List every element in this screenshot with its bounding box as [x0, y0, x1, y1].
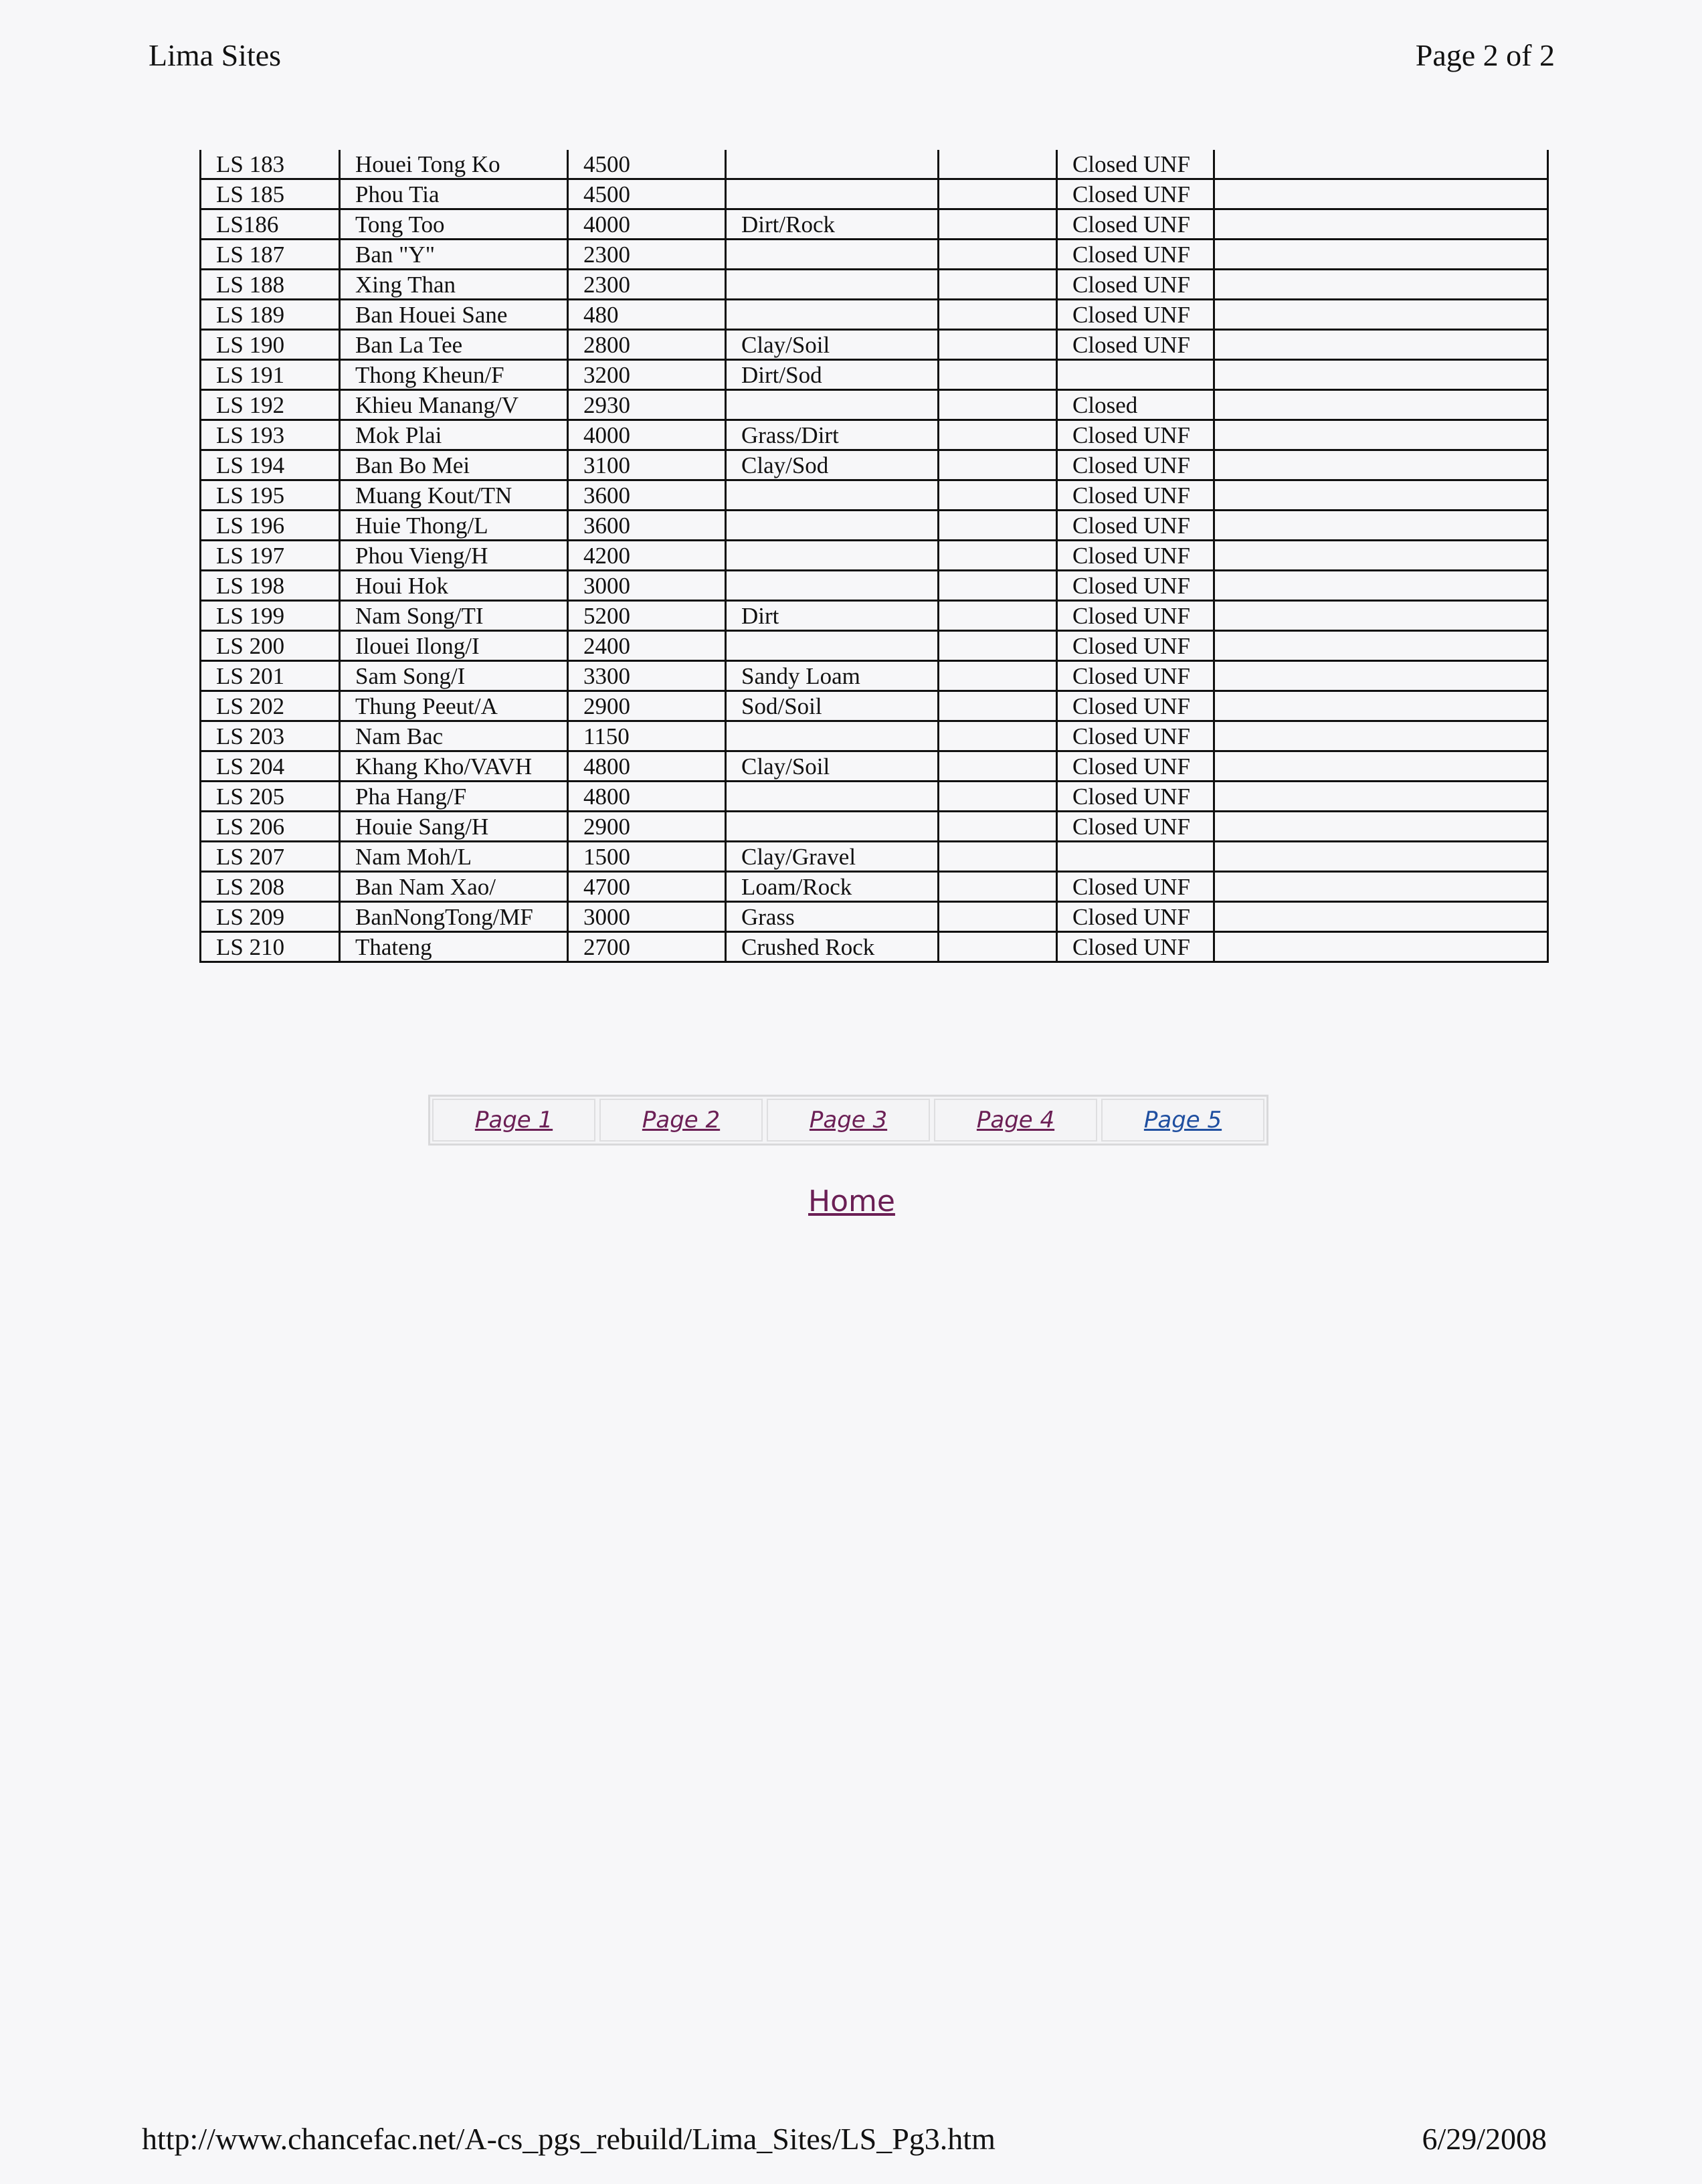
cell-surface	[726, 782, 939, 812]
cell-col5	[939, 390, 1057, 420]
cell-surface	[726, 812, 939, 842]
cell-surface: Clay/Soil	[726, 330, 939, 360]
cell-length: 5200	[568, 601, 726, 631]
cell-id: LS 196	[201, 511, 340, 541]
cell-col7	[1214, 571, 1548, 601]
table-row	[201, 842, 1548, 872]
cell-length: 2900	[568, 812, 726, 842]
cell-id: LS 201	[201, 661, 340, 691]
cell-col5	[939, 872, 1057, 902]
cell-id: LS 205	[201, 782, 340, 812]
cell-length: 2700	[568, 932, 726, 962]
cell-col5	[939, 209, 1057, 240]
lima-sites-table	[199, 150, 1549, 963]
cell-name: Muang Kout/TN	[340, 480, 568, 511]
cell-name: BanNongTong/MF	[340, 902, 568, 932]
cell-status: Closed UNF	[1057, 782, 1214, 812]
cell-col7	[1214, 209, 1548, 240]
cell-id: LS 200	[201, 631, 340, 661]
cell-id: LS 187	[201, 240, 340, 270]
cell-length: 4800	[568, 782, 726, 812]
cell-name: Pha Hang/F	[340, 782, 568, 812]
table-row	[201, 150, 1548, 179]
cell-id: LS 194	[201, 450, 340, 480]
cell-col7	[1214, 721, 1548, 751]
table-row	[201, 902, 1548, 932]
cell-length: 2930	[568, 390, 726, 420]
cell-status: Closed UNF	[1057, 270, 1214, 300]
cell-status: Closed UNF	[1057, 812, 1214, 842]
cell-surface: Sod/Soil	[726, 691, 939, 721]
cell-status: Closed UNF	[1057, 751, 1214, 782]
cell-status: Closed UNF	[1057, 601, 1214, 631]
cell-col5	[939, 902, 1057, 932]
cell-length: 3000	[568, 902, 726, 932]
cell-surface	[726, 300, 939, 330]
footer-date: 6/29/2008	[1422, 2122, 1547, 2156]
cell-surface	[726, 390, 939, 420]
cell-col5	[939, 842, 1057, 872]
cell-surface	[726, 511, 939, 541]
page-link-2[interactable]: Page 2	[599, 1099, 763, 1142]
page-number: Page 2 of 2	[1415, 38, 1555, 72]
cell-name: Mok Plai	[340, 420, 568, 450]
cell-surface	[726, 541, 939, 571]
table-row	[201, 601, 1548, 631]
cell-surface	[726, 571, 939, 601]
cell-status	[1057, 842, 1214, 872]
cell-col7	[1214, 872, 1548, 902]
cell-name: Nam Bac	[340, 721, 568, 751]
cell-id: LS 202	[201, 691, 340, 721]
cell-status: Closed UNF	[1057, 571, 1214, 601]
cell-length: 1150	[568, 721, 726, 751]
cell-length: 4200	[568, 541, 726, 571]
cell-status: Closed UNF	[1057, 631, 1214, 661]
cell-name: Houei Tong Ko	[340, 150, 568, 179]
cell-col7	[1214, 541, 1548, 571]
cell-col7	[1214, 360, 1548, 390]
cell-col7	[1214, 812, 1548, 842]
cell-col5	[939, 420, 1057, 450]
cell-status: Closed UNF	[1057, 661, 1214, 691]
cell-length: 3000	[568, 571, 726, 601]
cell-name: Thung Peeut/A	[340, 691, 568, 721]
cell-id: LS 204	[201, 751, 340, 782]
cell-col5	[939, 932, 1057, 962]
cell-col7	[1214, 300, 1548, 330]
cell-length: 4500	[568, 179, 726, 209]
table-row	[201, 511, 1548, 541]
table-row	[201, 631, 1548, 661]
cell-surface: Grass	[726, 902, 939, 932]
table-row	[201, 541, 1548, 571]
cell-col7	[1214, 661, 1548, 691]
cell-id: LS 189	[201, 300, 340, 330]
cell-id: LS 185	[201, 179, 340, 209]
cell-name: Huie Thong/L	[340, 511, 568, 541]
cell-col7	[1214, 150, 1548, 179]
cell-name: Tong Too	[340, 209, 568, 240]
cell-id: LS 198	[201, 571, 340, 601]
cell-col5	[939, 480, 1057, 511]
cell-surface: Crushed Rock	[726, 932, 939, 962]
cell-name: Ilouei Ilong/I	[340, 631, 568, 661]
cell-id: LS 188	[201, 270, 340, 300]
cell-col7	[1214, 601, 1548, 631]
cell-col7	[1214, 450, 1548, 480]
cell-name: Nam Moh/L	[340, 842, 568, 872]
cell-col7	[1214, 390, 1548, 420]
cell-col5	[939, 240, 1057, 270]
cell-surface: Clay/Sod	[726, 450, 939, 480]
cell-length: 2900	[568, 691, 726, 721]
cell-status	[1057, 360, 1214, 390]
table-row	[201, 721, 1548, 751]
table-row	[201, 179, 1548, 209]
cell-surface: Grass/Dirt	[726, 420, 939, 450]
cell-col5	[939, 631, 1057, 661]
cell-id: LS 191	[201, 360, 340, 390]
cell-name: Phou Tia	[340, 179, 568, 209]
cell-col5	[939, 782, 1057, 812]
table-row	[201, 571, 1548, 601]
table-row	[201, 661, 1548, 691]
cell-length: 2400	[568, 631, 726, 661]
cell-id: LS 183	[201, 150, 340, 179]
cell-length: 3300	[568, 661, 726, 691]
cell-surface: Clay/Gravel	[726, 842, 939, 872]
cell-status: Closed UNF	[1057, 691, 1214, 721]
cell-col7	[1214, 902, 1548, 932]
cell-col5	[939, 721, 1057, 751]
table-row	[201, 450, 1548, 480]
cell-name: Thateng	[340, 932, 568, 962]
cell-id: LS 193	[201, 420, 340, 450]
cell-col5	[939, 511, 1057, 541]
cell-id: LS 203	[201, 721, 340, 751]
cell-name: Thong Kheun/F	[340, 360, 568, 390]
cell-surface	[726, 631, 939, 661]
cell-name: Sam Song/I	[340, 661, 568, 691]
page-link-1[interactable]: Page 1	[432, 1099, 595, 1142]
cell-name: Ban Houei Sane	[340, 300, 568, 330]
cell-status: Closed UNF	[1057, 450, 1214, 480]
cell-status: Closed UNF	[1057, 541, 1214, 571]
cell-surface	[726, 270, 939, 300]
cell-surface	[726, 150, 939, 179]
cell-surface: Clay/Soil	[726, 751, 939, 782]
footer-url: http://www.chancefac.net/A-cs_pgs_rebuild/Lima_Sites/LS_Pg3.htm	[142, 2122, 996, 2156]
cell-col5	[939, 360, 1057, 390]
cell-name: Ban Nam Xao/	[340, 872, 568, 902]
table-row	[201, 480, 1548, 511]
cell-length: 3100	[568, 450, 726, 480]
cell-col5	[939, 450, 1057, 480]
cell-status: Closed UNF	[1057, 330, 1214, 360]
table-row	[201, 209, 1548, 240]
cell-id: LS 190	[201, 330, 340, 360]
cell-status: Closed UNF	[1057, 721, 1214, 751]
cell-status: Closed UNF	[1057, 420, 1214, 450]
table-row	[201, 330, 1548, 360]
cell-col5	[939, 300, 1057, 330]
cell-length: 2300	[568, 270, 726, 300]
cell-surface: Sandy Loam	[726, 661, 939, 691]
cell-surface: Dirt/Sod	[726, 360, 939, 390]
cell-status: Closed UNF	[1057, 480, 1214, 511]
cell-name: Khieu Manang/V	[340, 390, 568, 420]
cell-surface	[726, 480, 939, 511]
cell-surface	[726, 721, 939, 751]
cell-surface: Dirt	[726, 601, 939, 631]
table-row	[201, 812, 1548, 842]
cell-status: Closed	[1057, 390, 1214, 420]
page-navigation	[428, 1095, 1268, 1146]
cell-id: LS 195	[201, 480, 340, 511]
cell-id: LS 207	[201, 842, 340, 872]
cell-length: 2800	[568, 330, 726, 360]
cell-length: 4000	[568, 420, 726, 450]
cell-length: 3600	[568, 511, 726, 541]
cell-col5	[939, 571, 1057, 601]
cell-length: 2300	[568, 240, 726, 270]
cell-id: LS 209	[201, 902, 340, 932]
table-row	[201, 390, 1548, 420]
cell-status: Closed UNF	[1057, 240, 1214, 270]
cell-length: 4000	[568, 209, 726, 240]
table-row	[201, 420, 1548, 450]
cell-name: Nam Song/TI	[340, 601, 568, 631]
cell-col7	[1214, 691, 1548, 721]
cell-length: 3200	[568, 360, 726, 390]
table-row	[201, 270, 1548, 300]
table-row	[201, 751, 1548, 782]
cell-length: 480	[568, 300, 726, 330]
page-header-title: Lima Sites	[149, 38, 282, 72]
cell-status: Closed UNF	[1057, 872, 1214, 902]
table-row	[201, 872, 1548, 902]
cell-col7	[1214, 842, 1548, 872]
cell-id: LS 208	[201, 872, 340, 902]
cell-name: Xing Than	[340, 270, 568, 300]
table-row	[201, 782, 1548, 812]
cell-id: LS 192	[201, 390, 340, 420]
cell-col7	[1214, 179, 1548, 209]
cell-col5	[939, 601, 1057, 631]
cell-length: 4700	[568, 872, 726, 902]
cell-col5	[939, 270, 1057, 300]
cell-surface	[726, 179, 939, 209]
page-link-5[interactable]: Page 5	[1101, 1099, 1264, 1142]
cell-name: Ban La Tee	[340, 330, 568, 360]
cell-id: LS 206	[201, 812, 340, 842]
page-link-4[interactable]: Page 4	[934, 1099, 1097, 1142]
cell-id: LS 199	[201, 601, 340, 631]
home-link[interactable]: Home	[808, 1184, 895, 1218]
cell-status: Closed UNF	[1057, 902, 1214, 932]
table-row	[201, 300, 1548, 330]
cell-col5	[939, 691, 1057, 721]
cell-name: Houi Hok	[340, 571, 568, 601]
cell-surface: Dirt/Rock	[726, 209, 939, 240]
cell-name: Khang Kho/VAVH	[340, 751, 568, 782]
cell-id: LS 210	[201, 932, 340, 962]
cell-name: Houie Sang/H	[340, 812, 568, 842]
cell-col5	[939, 150, 1057, 179]
cell-col7	[1214, 751, 1548, 782]
cell-col7	[1214, 420, 1548, 450]
cell-status: Closed UNF	[1057, 932, 1214, 962]
cell-surface: Loam/Rock	[726, 872, 939, 902]
table-row	[201, 360, 1548, 390]
cell-length: 4800	[568, 751, 726, 782]
cell-status: Closed UNF	[1057, 300, 1214, 330]
cell-col7	[1214, 782, 1548, 812]
cell-col5	[939, 751, 1057, 782]
cell-col7	[1214, 631, 1548, 661]
cell-col5	[939, 661, 1057, 691]
cell-status: Closed UNF	[1057, 179, 1214, 209]
table-row	[201, 240, 1548, 270]
cell-name: Ban Bo Mei	[340, 450, 568, 480]
cell-col7	[1214, 330, 1548, 360]
cell-name: Phou Vieng/H	[340, 541, 568, 571]
cell-col7	[1214, 932, 1548, 962]
cell-status: Closed UNF	[1057, 150, 1214, 179]
cell-status: Closed UNF	[1057, 511, 1214, 541]
cell-length: 3600	[568, 480, 726, 511]
cell-status: Closed UNF	[1057, 209, 1214, 240]
cell-surface	[726, 240, 939, 270]
cell-col7	[1214, 511, 1548, 541]
cell-id: LS186	[201, 209, 340, 240]
cell-col5	[939, 812, 1057, 842]
cell-name: Ban "Y"	[340, 240, 568, 270]
cell-length: 1500	[568, 842, 726, 872]
cell-col5	[939, 179, 1057, 209]
cell-length: 4500	[568, 150, 726, 179]
page-link-3[interactable]: Page 3	[767, 1099, 930, 1142]
cell-col5	[939, 330, 1057, 360]
cell-col7	[1214, 270, 1548, 300]
cell-col7	[1214, 480, 1548, 511]
table-row	[201, 691, 1548, 721]
cell-id: LS 197	[201, 541, 340, 571]
table-row	[201, 932, 1548, 962]
cell-col7	[1214, 240, 1548, 270]
cell-col5	[939, 541, 1057, 571]
